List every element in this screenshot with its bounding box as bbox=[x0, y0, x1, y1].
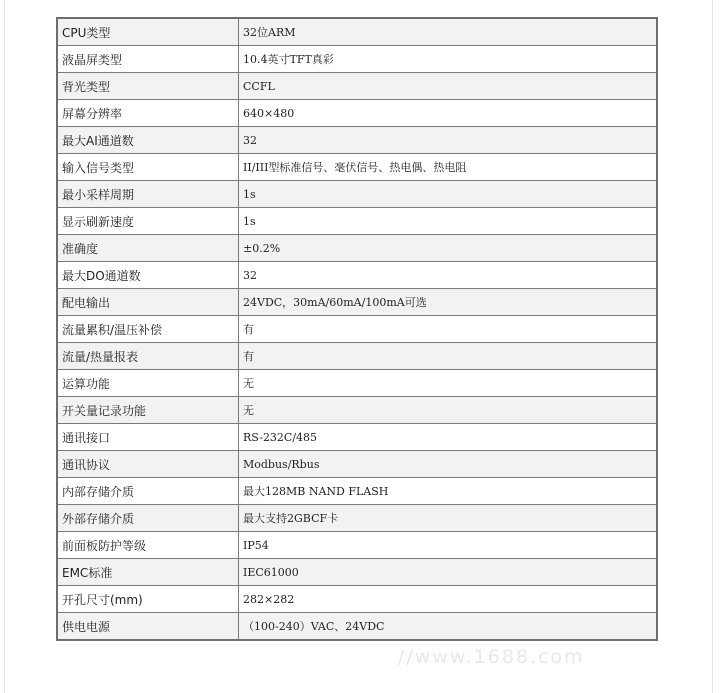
spec-label: 屏幕分辨率 bbox=[57, 100, 239, 127]
spec-value: 1s bbox=[239, 181, 658, 208]
spec-label: 配电输出 bbox=[57, 289, 239, 316]
spec-value: CCFL bbox=[239, 73, 658, 100]
table-row bbox=[57, 586, 657, 613]
spec-value: II/III型标准信号、毫伏信号、热电偶、热电阻 bbox=[239, 154, 658, 181]
spec-value: 最大支持2GBCF卡 bbox=[239, 505, 658, 532]
table-row bbox=[57, 505, 657, 532]
table-row bbox=[57, 100, 657, 127]
spec-value: 282×282 bbox=[239, 586, 658, 613]
table-row bbox=[57, 478, 657, 505]
spec-value: 无 bbox=[239, 370, 658, 397]
spec-value: Modbus/Rbus bbox=[239, 451, 658, 478]
spec-label: 最大DO通道数 bbox=[57, 262, 239, 289]
spec-table bbox=[56, 17, 658, 641]
spec-value: RS-232C/485 bbox=[239, 424, 658, 451]
spec-value: 32位ARM bbox=[239, 18, 658, 46]
spec-value: 32 bbox=[239, 127, 658, 154]
table-row bbox=[57, 424, 657, 451]
spec-label: 准确度 bbox=[57, 235, 239, 262]
table-row bbox=[57, 154, 657, 181]
spec-label: 流量/热量报表 bbox=[57, 343, 239, 370]
spec-label: 输入信号类型 bbox=[57, 154, 239, 181]
table-row bbox=[57, 46, 657, 73]
table-row bbox=[57, 127, 657, 154]
table-row bbox=[57, 181, 657, 208]
spec-label: 开孔尺寸(mm) bbox=[57, 586, 239, 613]
table-row bbox=[57, 73, 657, 100]
table-row bbox=[57, 370, 657, 397]
spec-label: 背光类型 bbox=[57, 73, 239, 100]
page-frame-right bbox=[712, 0, 713, 693]
spec-label: 开关量记录功能 bbox=[57, 397, 239, 424]
spec-value: 最大128MB NAND FLASH bbox=[239, 478, 658, 505]
watermark: //www.1688.com bbox=[398, 646, 585, 668]
spec-label: 显示刷新速度 bbox=[57, 208, 239, 235]
spec-label: 前面板防护等级 bbox=[57, 532, 239, 559]
spec-label: 最小采样周期 bbox=[57, 181, 239, 208]
spec-label: 流量累积/温压补偿 bbox=[57, 316, 239, 343]
table-row bbox=[57, 235, 657, 262]
spec-value: 10.4英寸TFT真彩 bbox=[239, 46, 658, 73]
spec-label: CPU类型 bbox=[57, 18, 239, 46]
spec-value: 1s bbox=[239, 208, 658, 235]
table-row bbox=[57, 18, 657, 46]
spec-value: IP54 bbox=[239, 532, 658, 559]
spec-value: 32 bbox=[239, 262, 658, 289]
spec-label: 运算功能 bbox=[57, 370, 239, 397]
spec-value: 有 bbox=[239, 343, 658, 370]
spec-label: 最大AI通道数 bbox=[57, 127, 239, 154]
spec-value: 无 bbox=[239, 397, 658, 424]
table-row bbox=[57, 397, 657, 424]
spec-label: 外部存储介质 bbox=[57, 505, 239, 532]
spec-label: 通讯协议 bbox=[57, 451, 239, 478]
spec-value: 24VDC，30mA/60mA/100mA可选 bbox=[239, 289, 658, 316]
table-row bbox=[57, 262, 657, 289]
table-row bbox=[57, 559, 657, 586]
table-row bbox=[57, 343, 657, 370]
spec-table-body bbox=[57, 18, 657, 640]
table-row bbox=[57, 451, 657, 478]
page-frame-left bbox=[4, 0, 5, 693]
table-row bbox=[57, 289, 657, 316]
spec-value: （100-240）VAC、24VDC bbox=[239, 613, 658, 641]
table-row bbox=[57, 208, 657, 235]
spec-label: 内部存储介质 bbox=[57, 478, 239, 505]
spec-label: 供电电源 bbox=[57, 613, 239, 641]
spec-label: 通讯接口 bbox=[57, 424, 239, 451]
spec-value: 有 bbox=[239, 316, 658, 343]
spec-label: 液晶屏类型 bbox=[57, 46, 239, 73]
spec-label: EMC标准 bbox=[57, 559, 239, 586]
spec-value: IEC61000 bbox=[239, 559, 658, 586]
table-row bbox=[57, 613, 657, 641]
spec-value: 640×480 bbox=[239, 100, 658, 127]
spec-value: ±0.2% bbox=[239, 235, 658, 262]
table-row bbox=[57, 532, 657, 559]
table-row bbox=[57, 316, 657, 343]
